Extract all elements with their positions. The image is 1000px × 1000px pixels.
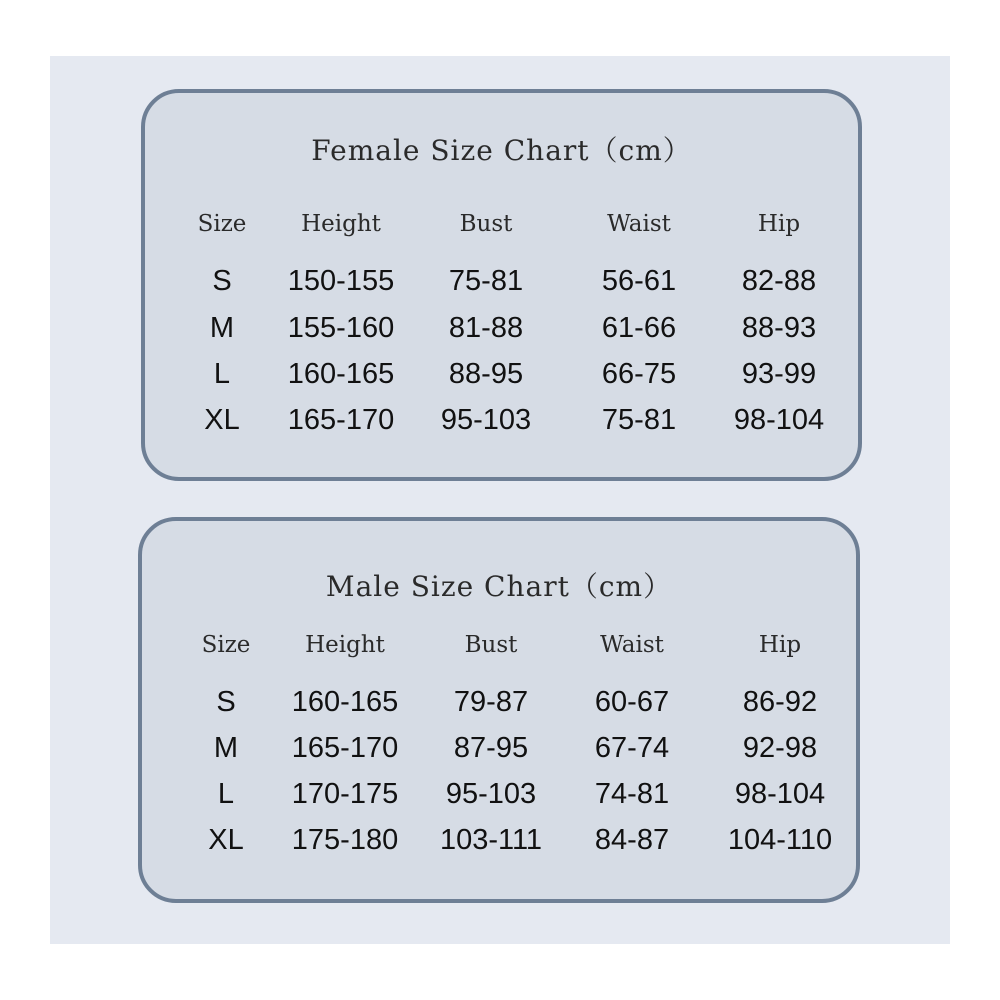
female-header-waist: Waist	[607, 211, 671, 237]
female-cell-size: S	[212, 265, 232, 297]
female-cell-hip: 82-88	[741, 265, 817, 297]
male-cell-size: XL	[208, 824, 244, 856]
female-chart-title: Female Size Chart（cm）	[311, 134, 692, 167]
male-cell-height: 165-170	[291, 732, 399, 764]
male-cell-hip: 92-98	[742, 732, 818, 764]
female-cell-height: 165-170	[287, 404, 395, 436]
female-cell-size: XL	[204, 404, 240, 436]
female-cell-hip: 98-104	[733, 404, 825, 436]
male-header-waist: Waist	[600, 632, 664, 658]
female-cell-height: 160-165	[287, 358, 395, 390]
male-chart-title: Male Size Chart（cm）	[325, 570, 673, 603]
female-size-chart-card	[141, 89, 862, 481]
male-cell-bust: 79-87	[453, 686, 529, 718]
female-cell-height: 150-155	[287, 265, 395, 297]
male-cell-hip: 86-92	[742, 686, 818, 718]
female-cell-bust: 95-103	[440, 404, 532, 436]
female-cell-size: M	[209, 312, 235, 344]
male-cell-size: L	[217, 778, 235, 810]
male-cell-height: 160-165	[291, 686, 399, 718]
male-cell-bust: 95-103	[445, 778, 537, 810]
female-cell-hip: 88-93	[741, 312, 817, 344]
female-cell-bust: 88-95	[448, 358, 524, 390]
female-cell-height: 155-160	[287, 312, 395, 344]
female-cell-bust: 81-88	[448, 312, 524, 344]
male-cell-waist: 67-74	[594, 732, 670, 764]
male-header-size: Size	[201, 632, 251, 658]
female-cell-bust: 75-81	[448, 265, 524, 297]
male-header-height: Height	[305, 632, 385, 658]
male-cell-waist: 74-81	[594, 778, 670, 810]
male-cell-hip: 98-104	[734, 778, 826, 810]
male-cell-waist: 60-67	[594, 686, 670, 718]
female-header-height: Height	[301, 211, 381, 237]
female-cell-waist: 61-66	[601, 312, 677, 344]
male-cell-height: 170-175	[291, 778, 399, 810]
male-cell-bust: 87-95	[453, 732, 529, 764]
female-cell-waist: 56-61	[601, 265, 677, 297]
female-header-size: Size	[197, 211, 247, 237]
female-cell-size: L	[213, 358, 231, 390]
male-header-hip: Hip	[758, 632, 802, 658]
male-header-bust: Bust	[464, 632, 518, 658]
female-header-hip: Hip	[757, 211, 801, 237]
male-size-chart-card	[138, 517, 860, 903]
male-cell-height: 175-180	[291, 824, 399, 856]
female-cell-hip: 93-99	[741, 358, 817, 390]
male-cell-size: M	[213, 732, 239, 764]
male-cell-size: S	[216, 686, 236, 718]
male-cell-hip: 104-110	[727, 824, 833, 856]
male-cell-bust: 103-111	[439, 824, 543, 856]
female-cell-waist: 66-75	[601, 358, 677, 390]
female-header-bust: Bust	[459, 211, 513, 237]
female-cell-waist: 75-81	[601, 404, 677, 436]
male-cell-waist: 84-87	[594, 824, 670, 856]
